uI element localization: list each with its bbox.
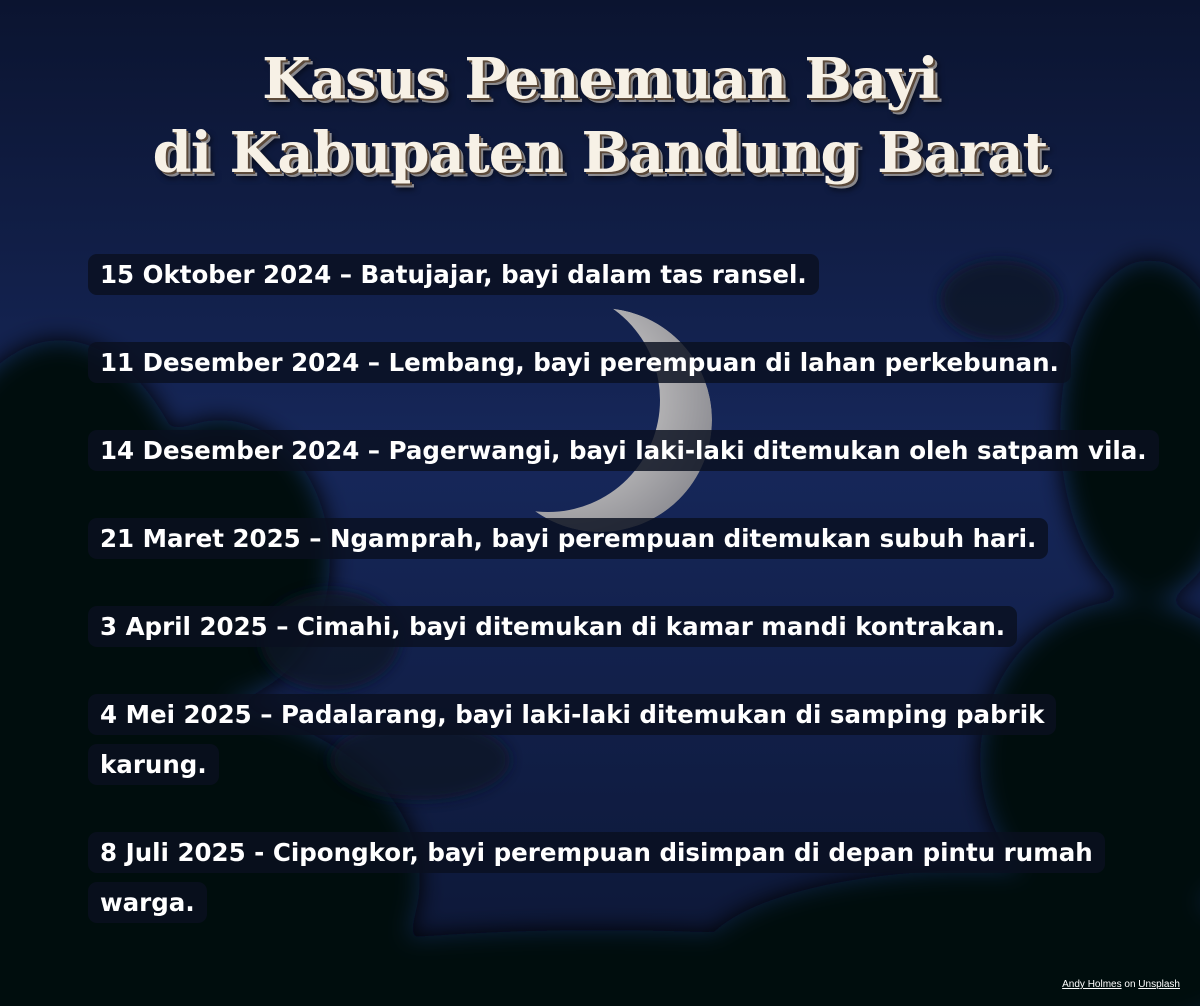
case-entry-text: 11 Desember 2024 – Lembang, bayi perempuan di lahan perkebunan. (88, 342, 1071, 383)
list-item (88, 516, 1168, 566)
credit-author-link[interactable]: Andy Holmes (1062, 979, 1122, 990)
credit-site-link[interactable]: Unsplash (1138, 979, 1180, 990)
case-entry-text: 14 Desember 2024 – Pagerwangi, bayi laki-laki ditemukan oleh satpam vila. (88, 430, 1159, 471)
list-item (88, 604, 1168, 654)
case-list (88, 252, 1168, 968)
list-item (88, 428, 1168, 478)
title-line-1: Kasus Penemuan Bayi (262, 46, 938, 112)
case-entry-text: 8 Juli 2025 - Cipongkor, bayi perempuan disimpan di depan pintu rumah warga. (88, 832, 1105, 923)
list-item (88, 252, 1168, 302)
list-item (88, 830, 1168, 930)
case-entry-text: 3 April 2025 – Cimahi, bayi ditemukan di kamar mandi kontrakan. (88, 606, 1017, 647)
title-line-2: di Kabupaten Bandung Barat (152, 120, 1048, 186)
list-item (88, 340, 1168, 390)
list-item (88, 692, 1168, 792)
credit-on-text: on (1124, 979, 1136, 990)
case-entry-text: 15 Oktober 2024 – Batujajar, bayi dalam tas ransel. (88, 254, 819, 295)
case-entry-text: 21 Maret 2025 – Ngamprah, bayi perempuan ditemukan subuh hari. (88, 518, 1048, 559)
photo-credit (1062, 979, 1180, 990)
case-entry-text: 4 Mei 2025 – Padalarang, bayi laki-laki ditemukan di samping pabrik karung. (88, 694, 1056, 785)
page-title (0, 42, 1200, 190)
